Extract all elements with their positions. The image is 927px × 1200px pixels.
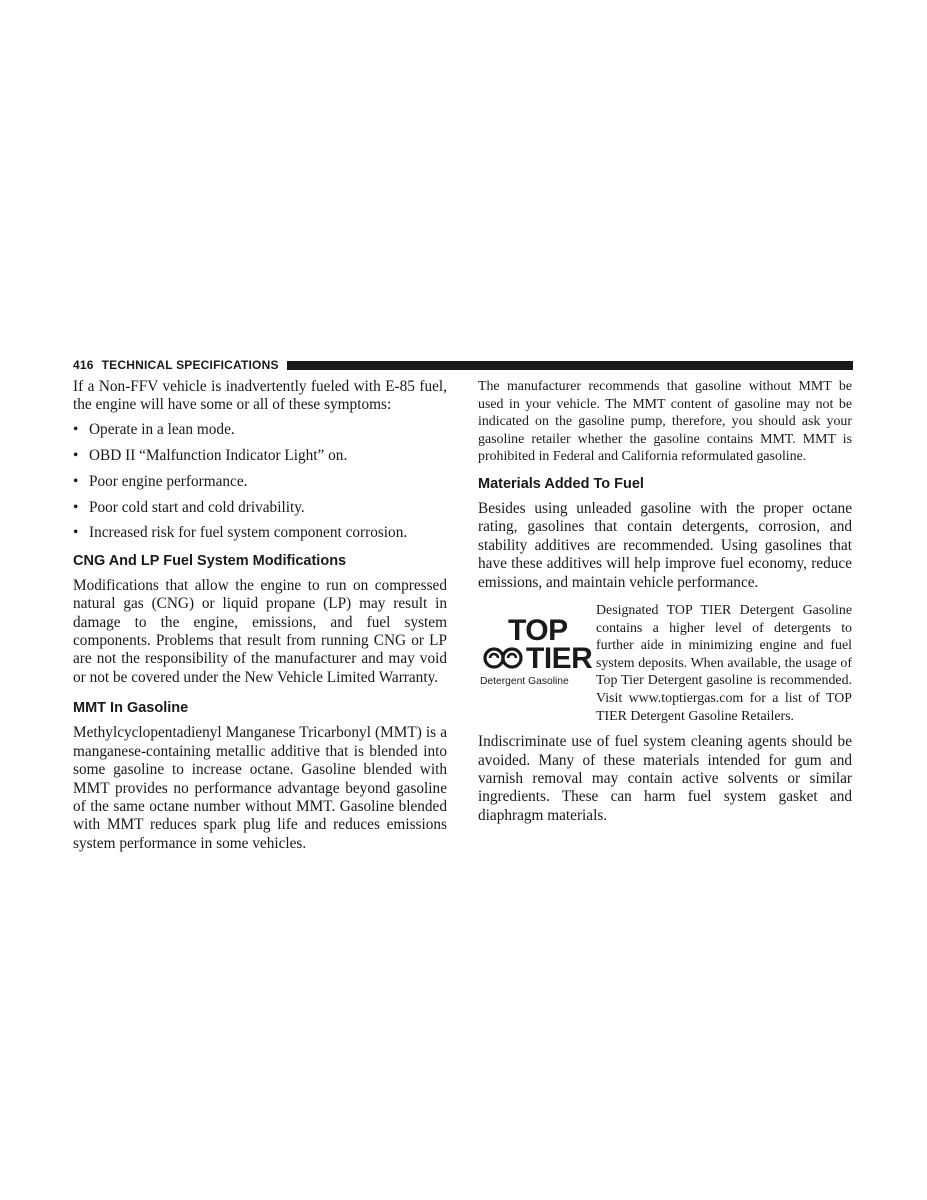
list-item [73, 499, 447, 517]
cleaning-agents-paragraph: Indiscriminate use of fuel system cleaning agents should be avoided. Many of these materials intended for gum and varnish removal may contain active solvents or similar ingredients. These can harm fuel system gasket and diaphragm materials. [478, 733, 852, 824]
logo-subtitle: Detergent Gasoline [480, 676, 569, 687]
bullet-icon: • [73, 524, 79, 542]
top-tier-logo [478, 614, 593, 696]
mmt-note-paragraph: The manufacturer recommends that gasoline without MMT be used in your vehicle. The MMT content of gasoline may not be indicated on the gasoline pump, therefore, you should ask your gasoline retailer whether the gasoline contains MMT. MMT is prohibited in Federal and California reformulated gasoline. [478, 379, 852, 465]
bullet-icon: • [73, 472, 79, 490]
additives-heading: Materials Added To Fuel [478, 475, 644, 492]
list-item [73, 421, 447, 439]
mmt-paragraph: Methylcyclopentadienyl Manganese Tricarbonyl (MMT) is a manganese-containing metallic additive that is blended into some gasoline to increase octane. Gasoline blended with MMT provides no performance advantage beyond gasoline of the same octane number without MMT. Gasoline blended with MMT reduces spark plug life and reduces emissions system performance in some vehicles. [73, 724, 447, 852]
swirl-icon [482, 646, 524, 670]
top-tier-paragraph: Designated TOP TIER Detergent Gasoline contains a higher level of detergents to further aide in minimizing engine and fuel system deposits. When available, the usage of Top Tier Detergent gasoline is recommended. Visit www.toptiergas.com for a list of TOP TIER Detergent Gasoline Retailers. [596, 603, 852, 724]
left-column [73, 378, 447, 853]
logo-tier-text: TIER [526, 642, 593, 675]
list-item [73, 524, 447, 542]
additives-paragraph: Besides using unleaded gasoline with the proper octane rating, gasolines that contain detergents, corrosion, and stability additives are recommended. Using gasolines that have these additives will help improve fuel economy, reduce emissions, and maintain vehicle performance. [478, 499, 852, 591]
mmt-heading: MMT In Gasoline [73, 700, 189, 717]
list-item-text: OBD II “Malfunction Indicator Light” on. [89, 446, 348, 464]
list-item-text: Operate in a lean mode. [89, 420, 235, 438]
list-item [73, 447, 447, 465]
top-tier-block [478, 602, 852, 725]
bullet-icon: • [73, 498, 79, 516]
section-title: TECHNICAL SPECIFICATIONS [101, 358, 279, 372]
logo-top-text: TOP [508, 614, 568, 647]
cng-paragraph: Modifications that allow the engine to run on compressed natural gas (CNG) or liquid propane (LP) may result in damage to the engine, emissions, and fuel system components. Problems that result from running CNG or LP are not the responsibility of the manufacturer and may void or not be covered under the New Vehicle Limited Warranty. [73, 576, 447, 686]
symptom-list [73, 421, 447, 543]
bullet-icon: • [73, 446, 79, 464]
cng-heading: CNG And LP Fuel System Modifications [73, 552, 347, 569]
page-header [73, 357, 853, 373]
list-item-text: Increased risk for fuel system component corrosion. [89, 524, 408, 542]
page-number: 416 [73, 358, 94, 372]
bullet-icon: • [73, 420, 79, 438]
header-rule [287, 361, 853, 370]
list-item-text: Poor engine performance. [89, 472, 248, 490]
right-column [478, 378, 852, 825]
e85-intro-paragraph: If a Non-FFV vehicle is inadvertently fueled with E-85 fuel, the engine will have some or all of these symptoms: [73, 378, 447, 414]
list-item [73, 473, 447, 491]
list-item-text: Poor cold start and cold drivability. [89, 498, 305, 516]
